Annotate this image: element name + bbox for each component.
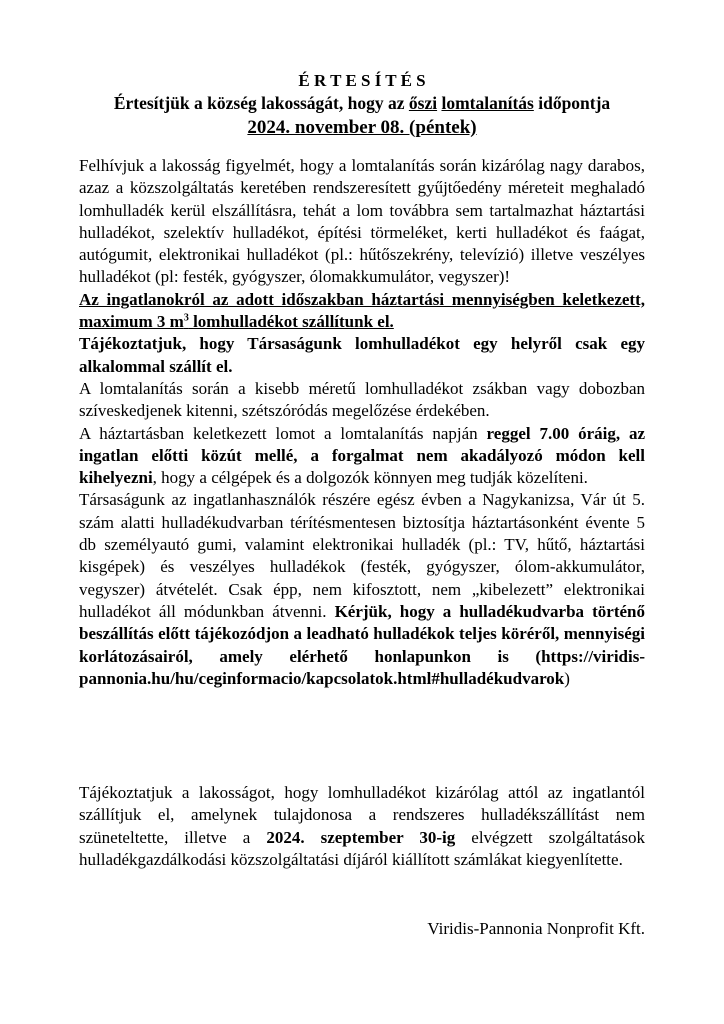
eligibility-intro: Tájékoztatjuk a lakosságot, hogy lomhulladékot kizárólag attól az ingatlantól szállítjuk el, amelynek tulajdonosa a rendszeres hulladékszállítást nem szüneteltette, illetve a: [79, 783, 645, 847]
volume-exponent: 3: [183, 312, 189, 324]
paragraph-volume-limit: [79, 289, 645, 334]
paragraph-bagging: A lomtalanítás során a kisebb méretű lomhulladékot zsákban vagy dobozban szíveskedjenek kitenni, szétszóródás megelőzése érdekében.: [79, 378, 645, 421]
company-signature: Viridis-Pannonia Nonprofit Kft.: [427, 919, 645, 938]
paragraph-waste-yard: [79, 489, 645, 690]
volume-limit-end: lomhulladékot szállítunk el.: [188, 312, 394, 332]
waste-yard-close: ): [564, 668, 570, 688]
waste-yard-info: Társaságunk az ingatlanhasználók részére egész évben a Nagykanizsa, Vár út 5. szám alatti hulladékudvarban térítésmentesen biztosítja háztartásonként évente 5 db személyautó gumi, valamint elektronikai hulladék (pl.: TV, hűtő, háztartási kisgépek) és veszélyes hulladékok (festék, gyógyszer, ólom-akkumulátor, vegyszer) átvételét. Csak épp, nem kifosztott, nem „kibelezett” elektronikai hulladékot áll módunkban átvenni.: [79, 490, 645, 621]
placement-deadline: reggel 7.00 óráig, az ingatlan előtti közút mellé, a forgalmat nem akadályozó módon kell kihelyezni: [79, 423, 645, 488]
placement-intro: A háztartásban keletkezett lomot a lomtalanítás napján: [79, 423, 487, 443]
announcement-autumn: őszi: [408, 93, 438, 113]
placement-reason: , hogy a célgépek és a dolgozók könnyen meg tudják közelíteni.: [152, 468, 588, 488]
announcement-line: [60, 93, 664, 114]
paragraph-scope: Felhívjuk a lakosság figyelmét, hogy a lomtalanítás során kizárólag nagy darabos, azaz a közszolgáltatás keretében rendszeresített gyűjtőedény méreteit meghaladó lomhulladék kerül elszállításra, tehát a lom továbbra sem tartalmazhat háztartási hulladékot, szelektív hulladékot, építési törmeléket, kerti hulladékot és faágat, autógumit, elektronikai hulladékot (pl.: hűtőszekrény, televízió) illetve veszélyes hulladékot (pl: festék, gyógyszer, ólomakkumulátor, vegyszer)!: [79, 156, 645, 287]
payment-text: [79, 782, 645, 871]
event-date: 2024. november 08. (péntek): [247, 117, 477, 138]
announcement-suffix: időpontja: [533, 93, 611, 113]
eligibility-deadline: 2024. szeptember 30-ig: [266, 827, 456, 847]
announcement-cleanup: lomtalanítás: [441, 93, 534, 113]
eligibility-end: elvégzett szolgáltatások hulladékgazdálkodási közszolgáltatási díjáról kiállított számlákat kiegyenlítette.: [79, 827, 645, 869]
announcement-prefix: Értesítjük a község lakosságát, hogy az: [113, 93, 409, 113]
paragraph-eligibility: [79, 782, 645, 871]
paragraph-placement: [79, 423, 645, 490]
paragraph-single-pickup: Tájékoztatjuk, hogy Társaságunk lomhulladékot egy helyről csak egy alkalommal szállít el.: [79, 334, 645, 376]
document-title: É R T E S Í T É S: [298, 71, 426, 90]
main-text: [79, 155, 645, 690]
volume-limit-text: Az ingatlanokról az adott időszakban háztartási mennyiségben keletkezett, maximum 3 m: [79, 289, 645, 332]
waste-yard-request: Kérjük, hogy a hulladékudvarba történő beszállítás előtt tájékozódjon a leadható hulladékok teljes köréről, mennyiségi korlátozásairól, amely elérhető honlapunkon is (https://viridis-pannonia.hu/hu/ceginformacio/kapcsolatok.html#hulladékudvarok: [79, 601, 645, 688]
